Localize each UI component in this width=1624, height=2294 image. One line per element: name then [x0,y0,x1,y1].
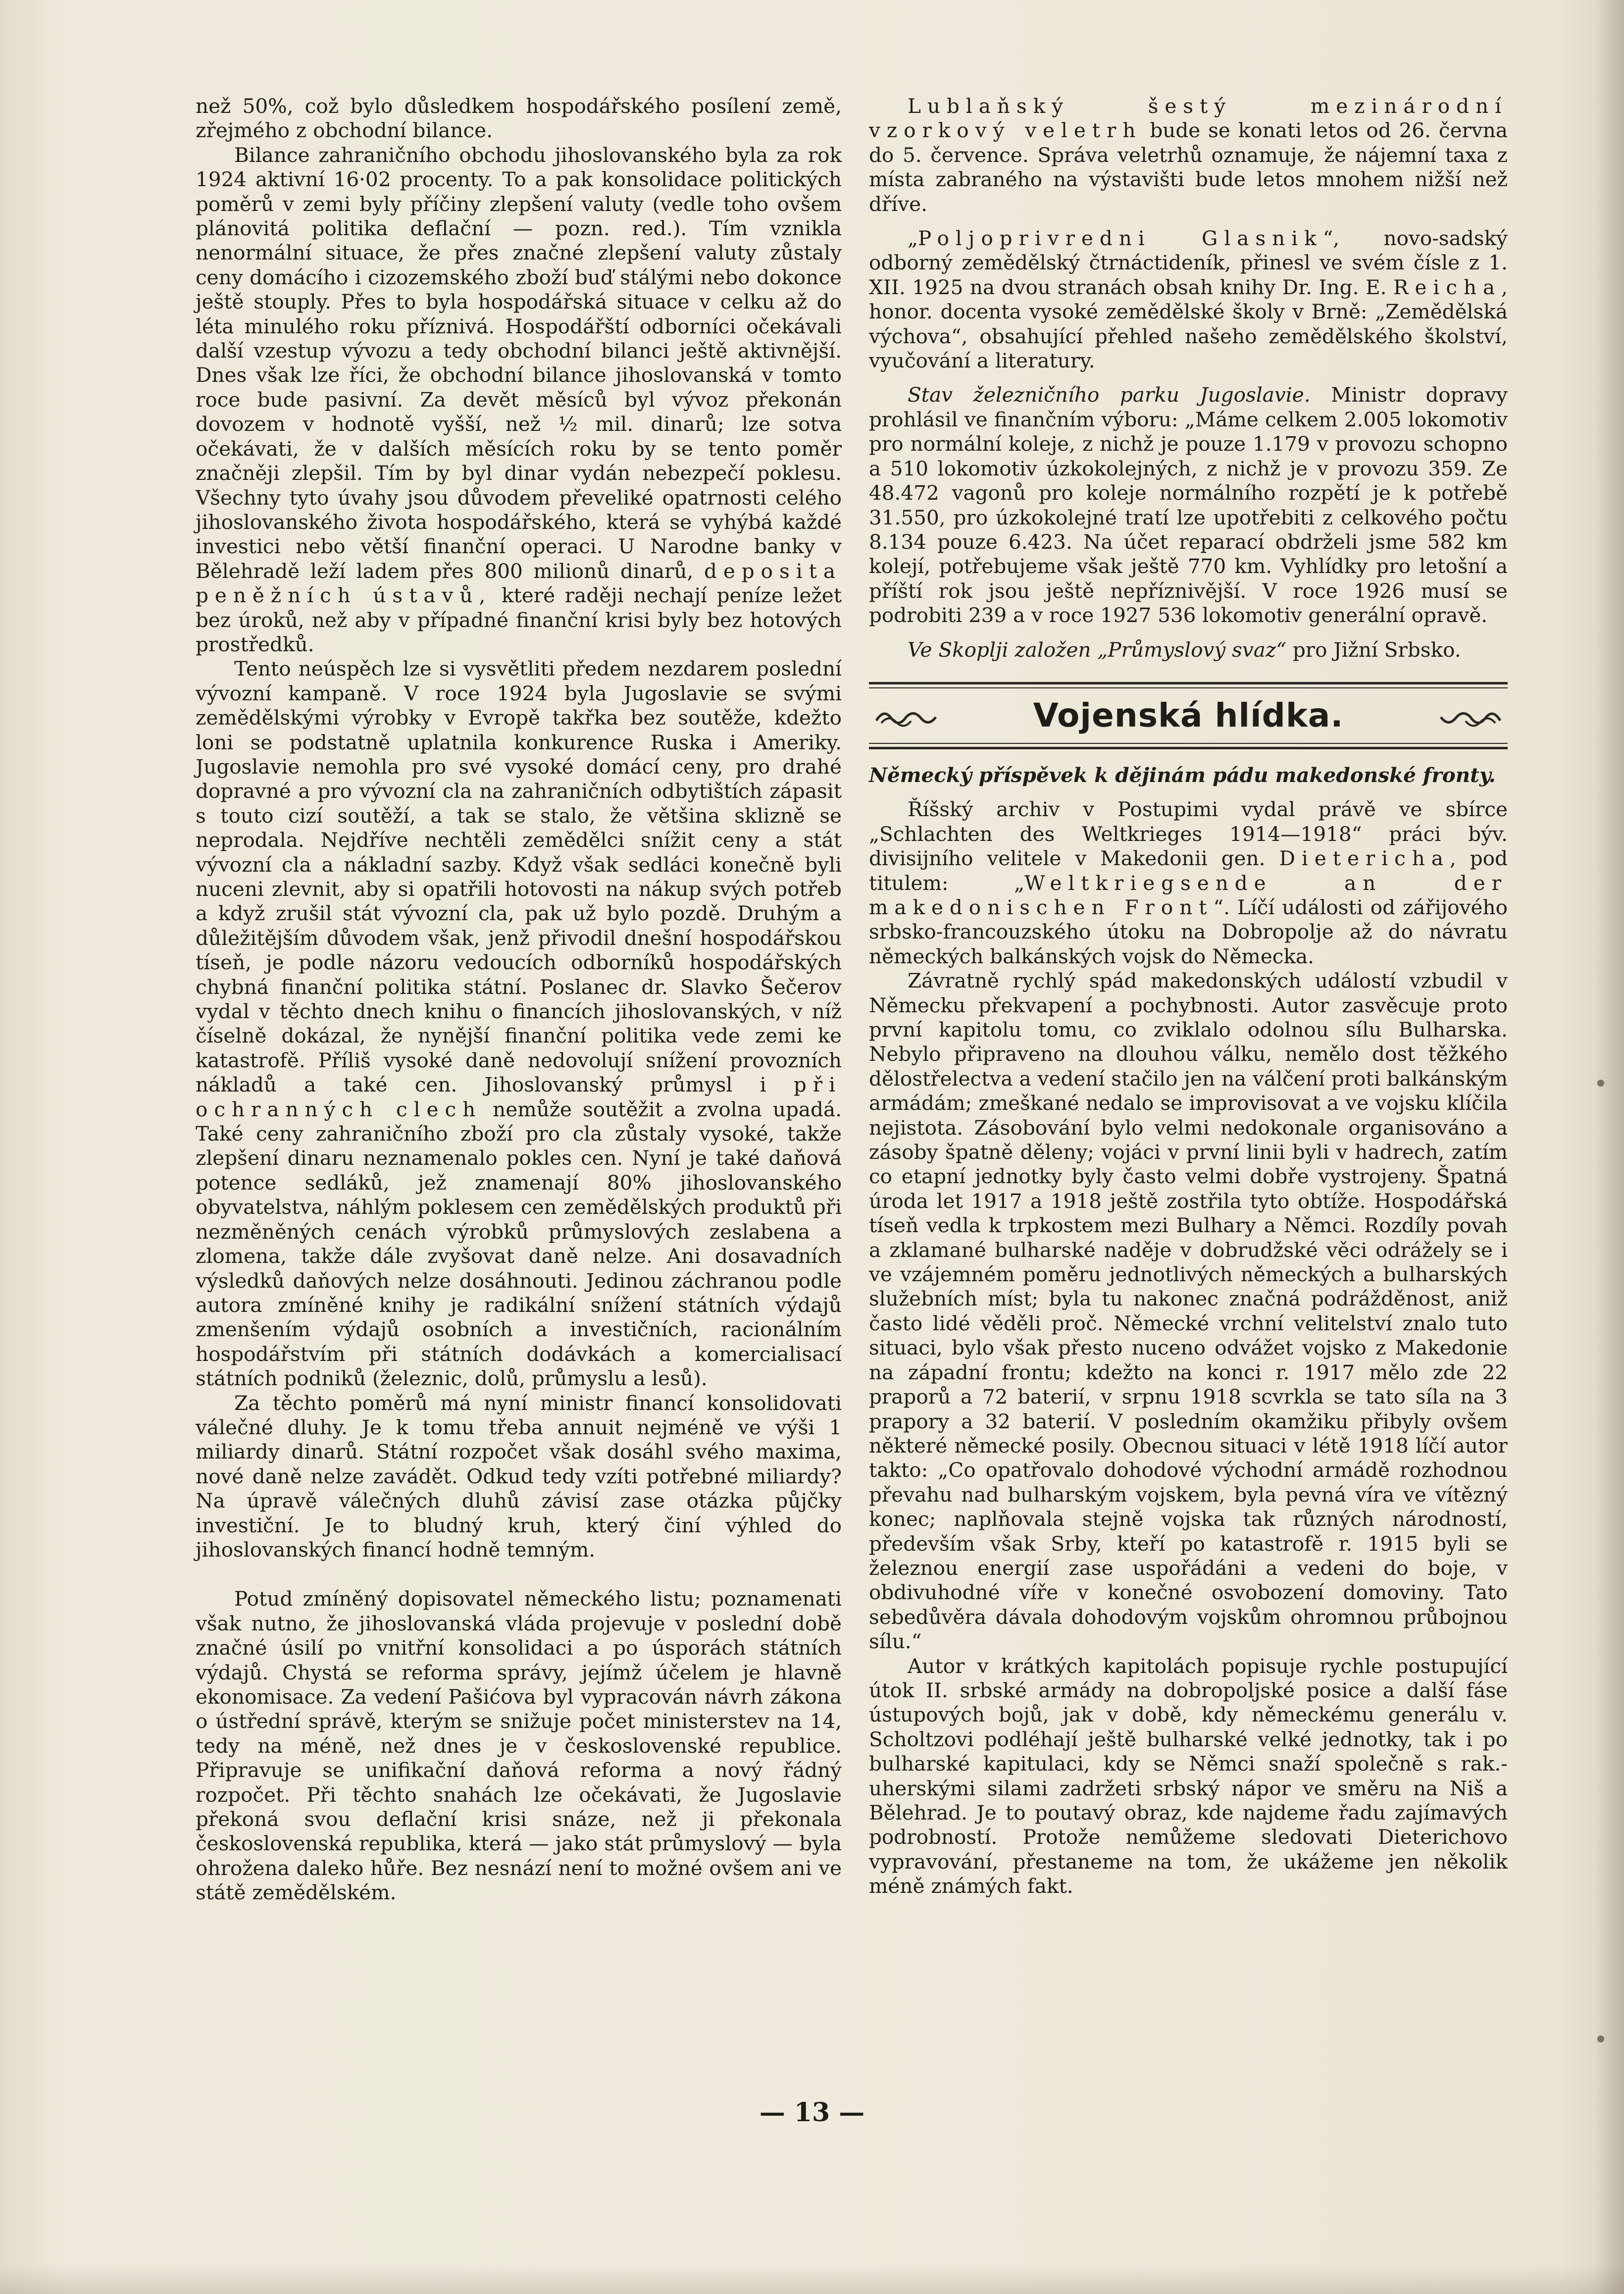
spaced-phrase: při ochranných clech [196,1073,842,1121]
spaced-name: Reicha [1393,275,1502,299]
spaced-phrase: Weltkriegsende an der makedonischen Front [869,871,1508,919]
page-edge-shadow [1594,0,1624,2294]
spaced-name: Dietericha [1279,846,1450,871]
paragraph: Stav železničního parku Jugoslavie. Ministr dopravy prohlásil ve finančním výboru: „Máme celkem 2.005 lokomotiv pro normální koleje, z nichž je pouze 1.179 v provozu schopno a 510 lokomotiv úzkokolejných, z nichž je v provozu 359. Ze 48.472 vagonů pro koleje normálního rozpětí je k potřebě 31.550, pro úzkokolejné tratí lze upotřebiti z celkového počtu 8.134 pouze 6.423. Na účet reparací obdrželi jsme 582 km kolejí, potřebujeme však ještě 770 km. Vyhlídky pro letošní a příští rok jsou ještě nepříznivější. V roce 1926 musí se podrobiti 239 a v roce 1927 536 lokomotiv generální opravě. [869,383,1508,627]
italic-lead: Stav železničního parku Jugoslavie. [908,383,1311,407]
punch-mark [1597,2035,1604,2042]
paragraph: Říšský archiv v Postupimi vydal právě ve sbírce „Schlachten des Weltkrieges 1914—1918“ práci býv. divisijního velitele v Makedonii gen. Dietericha, pod titulem: „Weltkriegsende an der makedonischen Front“. Líčí události od zářijového srbsko-francouzského útoku na Dobropolje až do návratu německých balkánských vojsk do Německa. [869,797,1508,968]
section-rule-bottom-thin [869,743,1508,744]
paragraph: Za těchto poměrů má nyní ministr financí konsolidovati válečné dluhy. Je k tomu třeba annuit nejméně ve výši 1 miliardy dinarů. Státní rozpočet však dosáhl svého maxima, nové daně nelze zavádět. Odkud tedy vzíti potřebné miliardy? Na úpravě válečných dluhů závisí zase otázka půjčky investiční. Je to bludný kruh, který činí výhled do jihoslovanských financí hodně temným. [196,1391,842,1562]
paragraph: „Poljoprivredni Glasnik“, novo-sadský odborný zemědělský čtrnáctideník, přinesl ve svém čísle z 1. XII. 1925 na dvou stranách obsah knihy Dr. Ing. E. Reicha, honor. docenta vysoké zemědělské školy v Brně: „Zemědělská výchova“, obsahující přehled našeho zemědělského školství, vyučování a literatury. [869,226,1508,373]
paragraph: Lublaňský šestý mezinárodní vzorkový veletrh bude se konati letos od 26. června do 5. července. Správa veletrhů oznamuje, že nájemní taxa z místa zabraného na výstavišti bude letos mnohem nižší než dříve. [869,94,1508,216]
section-title: Vojenská hlídka. [1033,696,1344,735]
paragraph: Tento neúspěch lze si vysvětliti předem nezdarem poslední vývozní kampaně. V roce 1924 byla Jugoslavie se svými zemědělskými výrobky v Evropě takřka bez soutěže, kdežto loni se podstatně uplatnila konkurence Ruska i Ameriky. Jugoslavie nemohla pro své vysoké domácí ceny, pro drahé dopravné a pro vývozní cla na zahraničních odbytištích zápasit s touto cizí soutěží, a tak se stalo, že většina sklizně se neprodala. Nejdříve nechtěli zemědělci snížit ceny a stát vývozní cla a nákladní sazby. Když však sedláci konečně byli nuceni zlevnit, aby si opatřili hotovosti na nákup svých potřeb a když zrušil stát vývozní cla, pak už bylo pozdě. Druhým a důležitějším důvodem však, jenž přivodil dnešní hospodářskou tíseň, je podle názoru vedoucích odborníků hospodářských chybná finanční politika státní. Poslanec dr. Slavko Šečerov vydal v těchto dnech knihu o financích jihoslovanských, v níž číselně dokázal, že nynější finanční politika vede zemi ke katastrofě. Příliš vysoké daně nedovolují snížení provozních nákladů a také cen. Jihoslovanský průmysl i při ochranných clech nemůže soutěžit a zvolna upadá. Také ceny zahraničního zboží pro cla zůstaly vysoké, takže zlepšení dinaru neznamenalo pokles cen. Nyní je také daňová potence sedláků, jež znamenají 80% jihoslovanského obyvatelstva, náhlým poklesem cen zemědělských produktů při nezměněných cenách výrobků průmyslových zeslabena a zlomena, takže dále zvyšovat daně nelze. Ani dosavadních výsledků daňových nelze dosáhnouti. Jedinou záchranou podle autora zmíněné knihy je radikální snížení státních výdajů zmenšením výdajů osobních a investičních, racionálním hospodářstvím při státních dodávkách a komercialisací státních podniků (železnic, dolů, průmyslu a lesů). [196,657,842,1391]
page-number: — 13 — [759,2097,865,2128]
paragraph: Závratně rychlý spád makedonských událostí vzbudil v Německu překvapení a pochybnosti. Autor zasvěcuje proto první kapitolu tomu, co zviklalo odolnou sílu Bulharska. Nebylo připraveno na dlouhou válku, nemělo dost těžkého dělostřelectva a vedení stačilo jen na válčení proti balkánským armádám; zmeškané nedalo se improvisovat a ve vojsku klíčila nejistota. Zásobování bylo velmi nedokonale organisováno a zásoby špatně děleny; vojáci v první linii byli v hadrech, zatím co etapní jednotky byly často velmi dobře vystrojeny. Špatná úroda let 1917 a 1918 ještě zostřila tyto obtíže. Hospodářská tíseň vedla k trpkostem mezi Bulhary a Němci. Rozdíly povah a zklamané bulharské naděje v dobrudžské věci odrážely se i ve vzájemném poměru jednotlivých německých a bulharských služebních míst; byla tu nakonec značná podrážděnost, aniž často lidé věděli proč. Německé vrchní velitelství znalo tuto situaci, bylo však přesto nuceno odvážet vojsko z Makedonie na západní frontu; kdežto na konci r. 1917 mělo zde 22 praporů a 72 baterií, v srpnu 1918 scvrkla se tato síla na 3 prapory a 32 baterií. V posledním okamžiku přibyly ovšem některé německé posily. Obecnou situaci v létě 1918 líčí autor takto: „Co opatřovalo dohodové východní armádě rozhodnou převahu nad bulharským vojskem, byla pevná víra ve vítězný konec; naplňovala stejně vojska tak různých národností, především však Srby, kteří po katastrofě r. 1915 byli se železnou energií zase uspořádáni a vedeni do boje, v obdivuhodné víře v konečné osvobození domoviny. Tato sebedůvěra dávala dohodovým vojskům ohromnou průbojnou sílu.“ [869,969,1508,1654]
section-rule-bottom [869,747,1508,749]
section-rule-top [869,682,1508,684]
spaced-phrase: Lublaňský šestý mezinárodní vzorkový veletrh [869,94,1508,143]
page-bottom-shadow [0,2264,1624,2294]
article-subtitle: Německý příspěvek k dějinám pádu makedonské fronty. [869,763,1496,787]
left-ornament-icon [874,703,943,728]
section-header [869,688,1508,743]
paragraph: Ve Skoplji založen „Průmyslový svaz“ pro Jižní Srbsko. [908,637,1461,662]
paragraph: Potud zmíněný dopisovatel německého listu; poznamenati však nutno, že jihoslovanská vláda projevuje v poslední době značné úsilí po vnitřní konsolidaci a po úsporách státních výdajů. Chystá se reforma správy, jejímž účelem je hlavně ekonomisace. Za vedení Pašićova byl vypracován návrh zákona o ústřední správě, kterým se snižuje počet ministerstev na 14, tedy na méně, než dnes je v československé republice. Připravuje se unifikační daňová reforma a nový řádný rozpočet. Při těchto snahách lze očekávati, že Jugoslavie překoná svou deflační krisi snáze, než ji překonala československá republika, která — jako stát průmyslový — byla ohrožena daleko hůře. Bez nesnází není to možné ovšem ani ve státě zemědělském. [196,1587,842,1905]
paragraph: než 50%, což bylo důsledkem hospodářského posílení země, zřejmého z obchodní bilance. [196,94,842,143]
paragraph: Autor v krátkých kapitolách popisuje rychle postupující útok II. srbské armády na dobropoljské posice a další fáse ústupových bojů, jak v době, kdy německému generálu v. Scholtzovi podléhají ještě bulharské velké jednotky, tak i po bulharské kapitulaci, kdy se Němci snaží společně s rak.-uherskými silami zadržeti srbský nápor ve směru na Niš a Bělehrad. Je to poutavý obraz, kde najdeme řadu zajímavých podrobností. Protože nemůžeme sledovati Dieterichovo vypravování, přestaneme na tom, že ukážeme jen několik méně známých fakt. [869,1654,1508,1898]
left-column [196,94,842,1905]
paragraph: Bilance zahraničního obchodu jihoslovanského byla za rok 1924 aktivní 16·02 procenty. To a pak konsolidace politických poměrů v zemi byly příčiny zlepšení valuty (vedle toho ovšem plánovitá politika deflační — pozn. red.). Tím vznikla nenormální situace, že přes značné zlepšení valuty zůstaly ceny domácího i cizozemského zboží buď stálými nebo dokonce ještě stouply. Přes to byla hospodářská situace v celku až do léta minulého roku příznivá. Hospodářští odborníci očekávali další vzestup vývozu a tedy obchodní bilanci ještě aktivnější. Dnes však lze říci, že obchodní bilance jihoslovanská v tomto roce bude pasivní. Za devět měsíců byl vývoz překonán dovozem v hodnotě vyšší, než ½ mil. dinarů; lze sotva očekávati, že v dalších měsících roku by se tento poměr značněji zlepšil. Tím by byl dinar vydán nebezpečí poklesu. Všechny tyto úvahy jsou důvodem převeliké opatrnosti celého jihoslovanského života hospodářského, která se vyhýbá každé investici nebo větší finanční operaci. U Narodne banky v Bělehradě leží ladem přes 800 milionů dinarů, deposita peněžních ústavů, které raději nechají peníze ležet bez úroků, než aby v případné finanční krisi byly bez hotových prostředků. [196,143,842,656]
right-column [869,94,1508,1899]
italic-lead: Ve Skoplji založen „Průmyslový svaz“ [908,637,1286,662]
punch-mark [1597,1080,1604,1087]
spaced-phrase: Poljoprivredni Glasnik [917,226,1323,251]
spaced-phrase: deposita peněžních ústavů, [196,559,842,608]
right-ornament-icon [1433,703,1503,728]
